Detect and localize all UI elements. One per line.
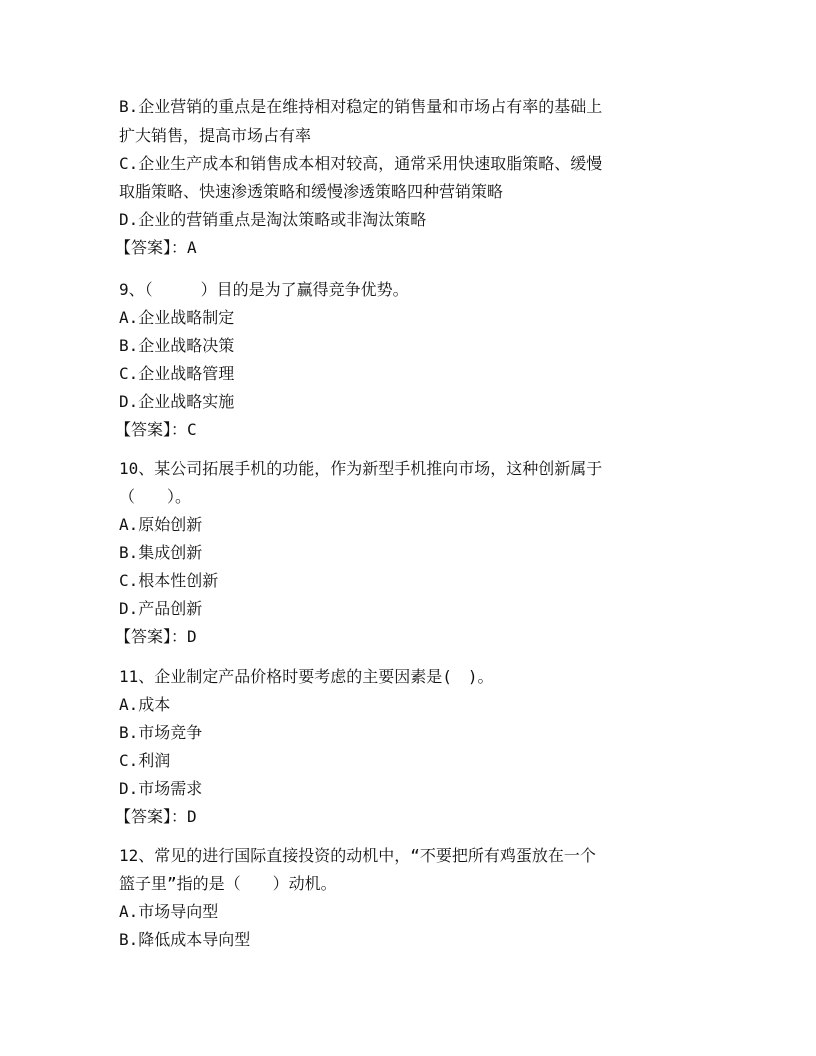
option-c-line2: 取脂策略、快速渗透策略和缓慢渗透策略四种营销策略 (119, 182, 504, 201)
option-b-line2: 扩大销售，提高市场占有率 (119, 126, 312, 145)
question-stem: 11、企业制定产品价格时要考虑的主要因素是( )。 (119, 667, 494, 686)
option-c: C.企业战略管理 (119, 364, 235, 383)
option-d: D.产品创新 (119, 599, 203, 618)
answer-line: 【答案】：D (115, 627, 197, 646)
question-stem-line2: 篮子里”指的是（ ）动机。 (119, 874, 337, 893)
option-a: A.成本 (119, 695, 171, 714)
option-a: A.市场导向型 (119, 902, 219, 921)
option-c: C.根本性创新 (119, 571, 219, 590)
option-d: D.市场需求 (119, 779, 203, 798)
answer-line: 【答案】：C (115, 420, 197, 439)
option-b: B.集成创新 (119, 543, 203, 562)
question-stem-line1: 10、某公司拓展手机的功能，作为新型手机推向市场，这种创新属于 (119, 459, 603, 478)
option-d: D.企业战略实施 (119, 392, 235, 411)
question-stem-line2: （ ）。 (119, 487, 192, 506)
question-stem: 9、（ ）目的是为了赢得竞争优势。 (119, 280, 409, 299)
option-b: B.市场竞争 (119, 723, 203, 742)
answer-line: 【答案】：A (115, 238, 197, 257)
option-b: B.企业战略决策 (119, 336, 235, 355)
option-b-line1: B.企业营销的重点是在维持相对稳定的销售量和市场占有率的基础上 (119, 97, 603, 116)
option-c: C.利润 (119, 751, 171, 770)
option-a: A.原始创新 (119, 515, 203, 534)
option-c-line1: C.企业生产成本和销售成本相对较高，通常采用快速取脂策略、缓慢 (119, 154, 603, 173)
option-a: A.企业战略制定 (119, 308, 235, 327)
question-stem-line1: 12、常见的进行国际直接投资的动机中，“不要把所有鸡蛋放在一个 (119, 846, 596, 865)
option-b: B.降低成本导向型 (119, 930, 251, 949)
answer-line: 【答案】：D (115, 807, 197, 826)
option-d: D.企业的营销重点是淘汰策略或非淘汰策略 (119, 210, 427, 229)
